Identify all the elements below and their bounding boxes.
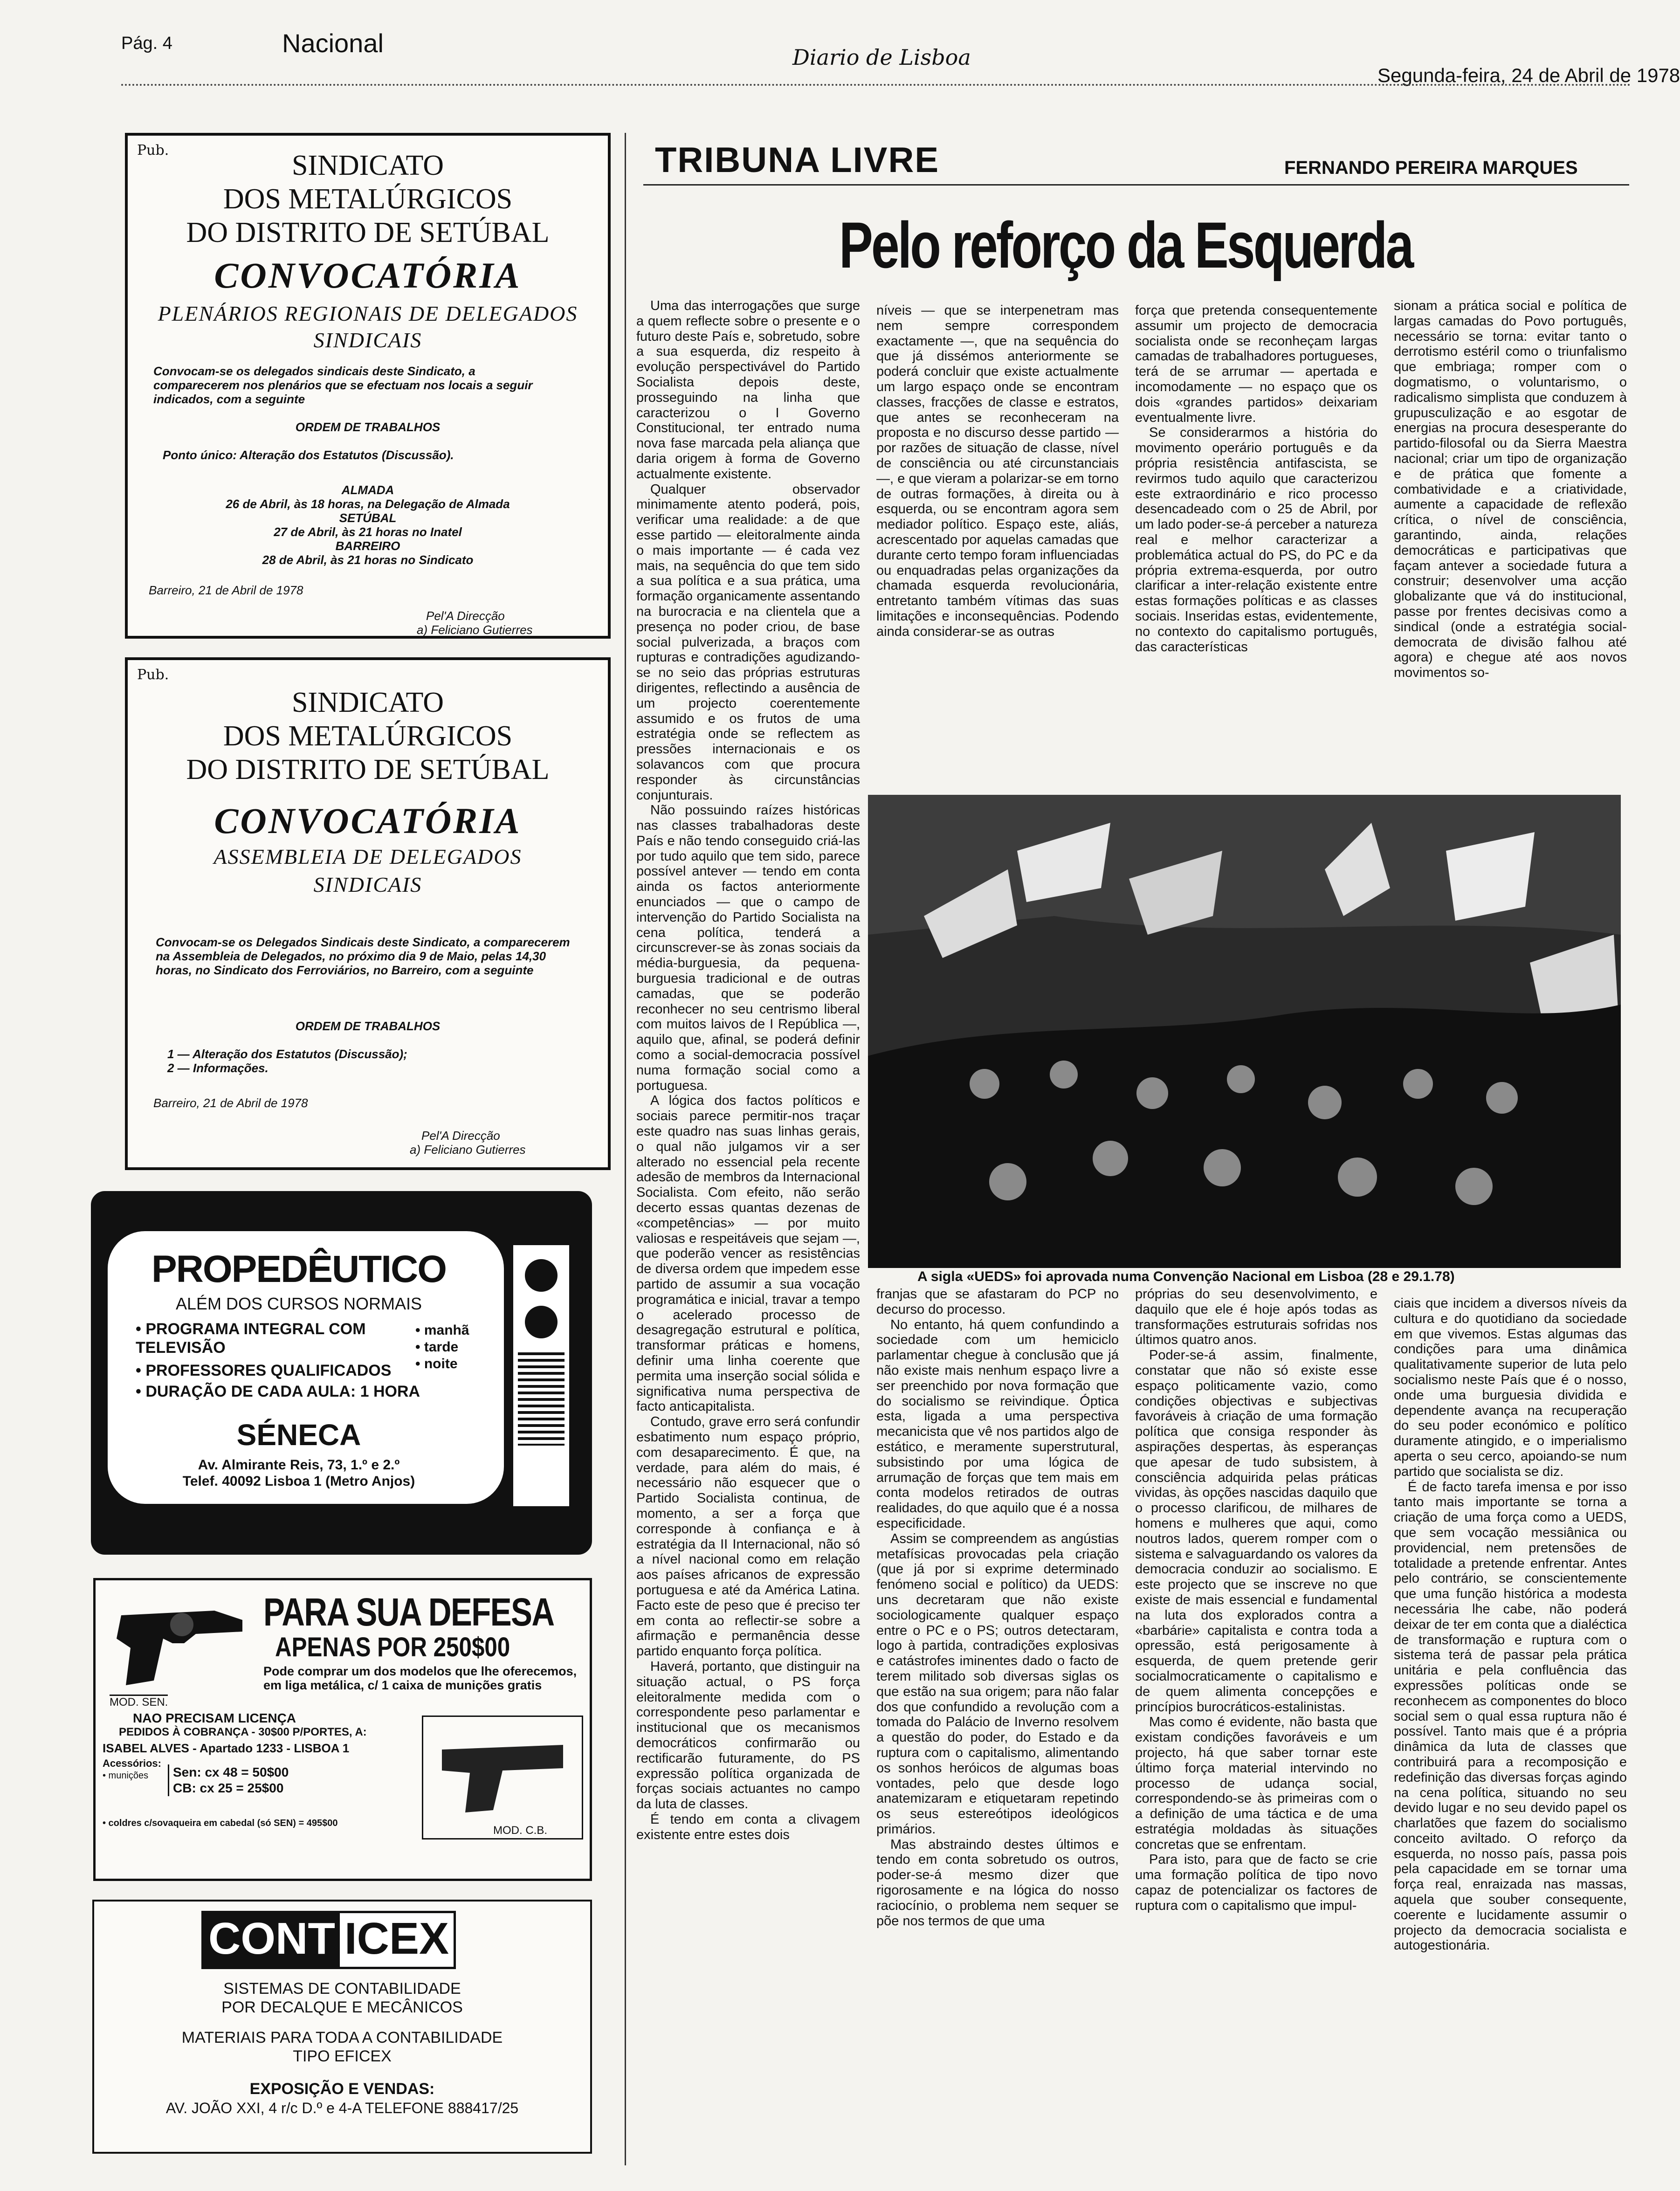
article-kicker: TRIBUNA LIVRE [655,140,940,180]
ad-price-headline: APENAS POR 250$00 [275,1632,510,1662]
ad-title: PROPEDÊUTICO [151,1248,447,1290]
ad-ordem-heading: ORDEM DE TRABALHOS [295,420,441,434]
ad-location-text: 28 de Abril, às 21 horas no Sindicato [262,553,474,567]
page-number: Pág. 4 [121,34,172,53]
kicker-rule [643,184,1629,186]
shift-item: • tarde [415,1339,459,1355]
ad-signature: Pel'A Direcção [421,1129,500,1143]
article-paragraph: Uma das interrogações que surge a quem reflecte sobre o presente e o futuro deste País e, sobretudo, sobre a sua esquerda, diz respeito à evolução perspectivável do Partido Socialista depois deste, prosseguindo na linha que caracterizou o I Governo Constitucional, ter entrado numa nova fase marcada pela aliança que daria origem à forma de Governo actualmente existente. [636,298,860,482]
shift-item: • manhã [415,1323,469,1338]
article-column-4-bottom [1394,1296,1627,2168]
ad-location-name: SETÚBAL [339,511,397,525]
article-paragraph: Se considerarmos a história do movimento operário português e da própria resistência antifascista, se revirmos tudo aquilo que caracterizou este extraordinário e rico processo desencadeado com o 25 de Abril, por um lado poder-se-á perceber a natureza real e melhor caracterizar a problemática actual do PS, do PC e da própria extrema-esquerda, por outro clarificar a inter-relação existente entre estas formações políticas e as classes sociais. Inseridas estas, evidentemente, no contexto do capitalismo português, das características [1135,425,1377,655]
ad-holster: • coldres c/sovaqueira em cabedal (só SEN) = 495$00 [103,1818,338,1828]
article-paragraph: Assim se compreendem as angústias metafísicas provocadas pela criação (que já por si exprime determinado fenómeno social e político) da UEDS: uns decretaram que não existe sociologicamente qualquer espaço entre o PC e o PS; outros detectaram, logo à partida, contradições explosivas e catástrofes iminentes dado o facto de terem militado sob diversas siglas os que estão na sua origem; para não falar dos que confundido a revolução com a tomada do Palácio de Inverno resolvem a questão do poder, do Estado e da ruptura com o capitalismo, alimentando os sonhos heróicos de algumas boas vontades, pelo que desde logo anatemizaram e etiquetaram repetindo os seus estereótipos ideológicos primários. [876,1531,1119,1837]
ad-title-line: SINDICATO [291,150,444,181]
bullet-text: DURAÇÃO DE CADA AULA: 1 HORA [145,1383,420,1400]
ad-line: EXPOSIÇÃO E VENDAS: [249,2080,435,2098]
ad-location-text: 26 de Abril, às 18 horas, na Delegação de Almada [226,497,510,511]
ad-title-line: DOS METALÚRGICOS [223,183,513,215]
tv-side-panel [513,1245,569,1506]
article-paragraph: Não possuindo raízes históricas nas classes trabalhadoras deste País e não tendo conseguido criá-las por tudo aquilo que tem sido, parece possível antever — tendo em conta ainda os factos anteriormente enunciados — que o campo de intervenção do Partido Socialista na cena política, tenderá a circunscrever-se às zonas sociais da média-burguesia, da pequena-burguesia tradicional e de outras camadas, que se poderão reconhecer no seu centrismo liberal com muitos laivos de I República —, aquilo que, afinal, se poderá definir como a social-democracia possível numa formação social como a portuguesa. [636,803,860,1093]
article-column-4-top [1394,298,1627,788]
model-label: MOD. C.B. [493,1824,548,1837]
ad-bullet: • PROGRAMA INTEGRAL COM TELEVISÃO [136,1320,366,1357]
ad-sindicato-plenarios [125,133,611,639]
ad-subtitle-line: ASSEMBLEIA DE DELEGADOS [213,845,522,868]
logo-part-b: ICEX [340,1913,454,1967]
ad-location-name: ALMADA [341,483,394,497]
ad-item: 2 — Informações. [167,1061,269,1075]
article-paragraph: No entanto, há quem confundindo a sociedade com um hemiciclo parlamentar chegue à conclusão que já não existe mais nenhum espaço livre a ser preenchido por nova formação que do socialismo se reivindique. Óptica esta, ligada a uma perspectiva mecanicista que vê nos partidos algo de estático, e meramente superstrutural, subsistindo por uma lógica de arrumação de forças que tem mais em conta modelos retirados de outras realidades, do que aquilo que é a nossa especificidade. [876,1317,1119,1531]
rally-photo [868,795,1621,1268]
bullet-text: PROFESSORES QUALIFICADOS [145,1362,392,1379]
ad-subtitle: ALÉM DOS CURSOS NORMAIS [175,1294,422,1313]
ad-sindicato-assembleia [125,657,611,1170]
ad-item: 1 — Alteração dos Estatutos (Discussão); [167,1047,407,1061]
ad-title-line: DOS METALÚRGICOS [223,720,513,752]
ad-accessories-munitions: • munições [103,1771,149,1781]
ad-convocatoria: CONVOCATÓRIA [214,255,522,296]
ad-ponto-unico: Ponto único: Alteração dos Estatutos (Discussão). [163,448,454,462]
ad-address: ISABEL ALVES - Apartado 1233 - LISBOA 1 [103,1741,350,1755]
article-title: Pelo reforço da Esquerda [839,208,1412,282]
header-rule [121,84,1632,86]
pistol-image [422,1716,583,1840]
ad-line: AV. JOÃO XXI, 4 r/c D.º e 4-A TELEFONE 888417/25 [165,2100,519,2116]
article-paragraph: ciais que incidem a diversos níveis da cultura e do quotidiano da sociedade em que vivemos. Estas algumas das condições para uma dinâmica qualitativamente superior de luta pelo socialismo neste País que é o nosso, onde uma burguesia dividida e dependente avança na recuperação do seu poder económico e político duramente atingido, e o imperialismo aperta o seu cerco, apoiando-se num partido que socialista se diz. [1394,1296,1627,1479]
article-paragraph: Mas abstraindo destes últimos e tendo em conta sobretudo os outros, poder-se-á mesmo dizer que rigorosamente e na lógica do nosso raciocínio, o problema nem sequer se põe nos termos de que uma [876,1837,1119,1929]
article-paragraph: força que pretenda consequentemente assumir um projecto de democracia socialista onde se reconheçam largas camadas de trabalhadores portugueses, terá de se arrumar — apertada e incomodamente — no espaço que os dois «grandes partidos» deixariam eventualmente livre. [1135,303,1377,425]
ad-propedeutico [91,1191,592,1555]
conticex-logo [201,1911,456,1969]
article-paragraph: próprias do seu desenvolvimento, e daquilo que ele é hoje após todas as transformações estruturais sofridas nos últimos quatro anos. [1135,1287,1377,1348]
ad-date: Barreiro, 21 de Abril de 1978 [149,583,303,597]
section-name: Nacional [282,28,384,58]
ad-bullet: • DURAÇÃO DE CADA AULA: 1 HORA [136,1383,420,1400]
ad-conticex [92,1900,592,2154]
ad-para-sua-defesa [93,1578,592,1881]
price-cb: CB: cx 25 = 25$00 [173,1781,284,1795]
column-rule [625,133,626,2165]
ad-subtitle-line: SINDICAIS [313,873,422,896]
ad-signature: a) Feliciano Gutierres [417,623,533,637]
model-label: MOD. SEN. [110,1695,168,1709]
ad-line: MATERIAIS PARA TODA A CONTABILIDADE [181,2029,503,2046]
ad-address: Av. Almirante Reis, 73, 1.º e 2.º [198,1457,400,1473]
article-paragraph: Contudo, grave erro será confundir esbatimento num espaço próprio, com desaparecimento. É que, na verdade, para além do mais, é necessário não esquecer que o Partido Socialista continua, de momento, a ser a força que corresponde à confiança e à estratégia da II Internacional, não só a nível nacional como em relação aos países africanos de expressão portuguesa e até da América Latina. Facto este de peso que é preciso ter em conta ao reflectir-se sobre a afirmação e permanência desse partido enquanto força política. [636,1414,860,1659]
article-paragraph: franjas que se afastaram do PCP no decurso do processo. [876,1287,1119,1317]
ad-bullet: • PROFESSORES QUALIFICADOS [136,1362,392,1379]
pub-label: Pub. [137,667,169,683]
article-paragraph: Mas como é evidente, não basta que existam condições favoráveis e um projecto, há que saber tornar este último força material intervindo no processo de udança social, correspondendo-se às primeiras com o a definição de uma táctica e de uma estratégia moldadas às situações concretas que se enfrentam. [1135,1715,1377,1852]
article-author: FERNANDO PEREIRA MARQUES [1284,158,1578,178]
article-column-3-top [1135,303,1377,788]
ad-intro-text: Convocam-se os delegados sindicais deste Sindicato, a comparecerem nos plenários que se efectuam nos locais a seguir indicados, com a seguinte [153,364,533,406]
ad-orders: PEDIDOS À COBRANÇA - 30$00 P/PORTES, A: [119,1726,367,1738]
ad-shifts [415,1322,469,1372]
ad-signature: Pel'A Direcção [426,609,505,623]
ad-accessories-label: Acessórios: [103,1757,161,1769]
ad-address: Telef. 40092 Lisboa 1 (Metro Anjos) [182,1474,415,1489]
ad-subtitle-line: SINDICAIS [313,328,422,352]
ad-convocatoria: CONVOCATÓRIA [214,800,522,841]
ad-location-text: 27 de Abril, às 21 horas no Inatel [274,525,462,539]
ad-date: Barreiro, 21 de Abril de 1978 [153,1096,308,1110]
article-paragraph: Haverá, portanto, que distinguir na situação actual, o PS força eleitoralmente medida com o correspondente peso parlamentar e institucional que os mecanismos democráticos confirmarão ou rectificarão futuramente, do PS expressão política organizada de forças sociais actuantes no campo da luta de classes. [636,1659,860,1812]
ad-location-name: BARREIRO [335,539,400,553]
shift-text: tarde [424,1339,459,1355]
article-column-2-top [876,303,1119,788]
price-sen: Sen: cx 48 = 50$00 [173,1765,289,1779]
ad-title-line: SINDICATO [291,687,444,718]
ad-licence: NAO PRECISAM LICENÇA [133,1711,296,1725]
revolver-image [103,1587,256,1695]
ad-title-line: DO DISTRITO DE SETÚBAL [186,754,550,785]
ad-subtitle-line: PLENÁRIOS REGIONAIS DE DELEGADOS [158,302,578,325]
masthead-logo: Diario de Lisboa [792,45,971,70]
article-paragraph: níveis — que se interpenetram mas nem sempre correspondem exactamente —, que na sequência do que já dissémos anteriormente se poderá concluir que existe actualmente um largo espaço onde se encontram classes, fracções de classe e estratos, que antes se reconheceram na proposta e no discurso desse partido — por razões de situação de classe, nível de consciência ou até circunstanciais —, e que vieram a polarizar-se em torno de outras formações, à direita ou à esquerda, ou se encontram agora sem mediador político. Espaço este, aliás, acrescentado por aquelas camadas que durante certo tempo foram influenciadas ou enquadradas pelas organizações da chamada esquerda revolucionária, entretanto também vítimas das suas limitações e inconsequências. Podendo ainda considerar-se as outras [876,303,1119,639]
pub-label: Pub. [137,142,169,158]
ad-signature: a) Feliciano Gutierres [410,1143,526,1157]
article-paragraph: A lógica dos factos políticos e sociais parece permitir-nos traçar este quadro nas suas linhas gerais, o qual não julgamos vir a ser alterado no essencial pela recente adesão de membros da Internacional Socialista. Com efeito, não serão decerto essas quantas dezenas de «competências» — por muito valiosas e respeitáveis que sejam —, que poderão vencer as resistências de diversa ordem que impedem esse partido de assumir a sua vocação programática e inicial, travar a tempo o acelerado processo de desagregação estrutural e política, transformar práticas e homens, definir uma linha coerente que permita uma inserção social sólida e significativa numa perspectiva de facto anticapitalista. [636,1093,860,1414]
article-column-3-bottom [1135,1287,1377,2168]
article-paragraph: É de facto tarefa imensa e por isso tanto mais importante se torna a criação de uma força como a UEDS, que sem vocação messiânica ou providencial, nem pretensões de totalidade a pretende enfrentar. Antes pelo contrário, se conscientemente que uma função histórica a modesta necessária lhe cabe, não poderá deixar de ter em conta que a dialéctica de transformação e ruptura com o sistema terá de passar pela prática unitária e pela confluência das expressões políticas onde se reconhecem as componentes do bloco social sem o qual essa ruptura não é possível. Tanto mais que é a própria dinâmica da luta de classes que contribuirá para a recomposição e redefinição das diversas forças agindo na cena política, situando no seu devido lugar e no seu devido papel os charlatões que fazem do socialismo conceito aviltado. O reforço da esquerda, no nosso país, passa pois pela capacidade em se tornar uma força real, enraizada nas massas, aquela que souber consequente, coerente e lucidamente assumir o projecto da democracia socialista e autogestionária. [1394,1479,1627,1953]
ad-ordem-heading: ORDEM DE TRABALHOS [295,1019,441,1033]
shift-text: noite [424,1356,458,1371]
shift-item: • noite [415,1356,458,1371]
ad-prices [168,1764,289,1796]
article-column-1 [636,298,860,2158]
article-paragraph: Para isto, para que de facto se crie uma formação política de tipo novo capaz de potencializar os factores de ruptura com o capitalismo que impul- [1135,1852,1377,1913]
article-column-2-bottom [876,1287,1119,2168]
ad-offer: Pode comprar um dos modelos que lhe oferecemos, em liga metálica, c/ 1 caixa de munições gratis [263,1664,577,1692]
article-paragraph: É tendo em conta a clivagem existente entre estes dois [636,1812,860,1842]
shift-text: manhã [424,1323,469,1338]
ad-school-name: SÉNECA [236,1418,361,1452]
issue-date: Segunda-feira, 24 de Abril de 1978 [1377,64,1680,86]
logo-part-a: CONT [204,1913,340,1967]
ad-line: SISTEMAS DE CONTABILIDADE [223,1980,461,1998]
ad-headline: PARA SUA DEFESA [263,1590,554,1634]
ad-title-line: DO DISTRITO DE SETÚBAL [186,217,550,248]
ad-line: POR DECALQUE E MECÂNICOS [221,1998,463,2016]
article-paragraph: sionam a prática social e política de largas camadas do Povo português, necessário se torna: evitar tanto o derrotismo estéril como o triunfalismo que embriaga; romper com o dogmatismo, o voluntarismo, o radicalismo simplista que conduzem à grupusculização e ao esgotar de energias na procura desesperante do partido-filosofal ou da Sierra Maestra nacional; criar um tipo de organização e de prática que fomente a combatividade e a criatividade, aumente a capacidade de reflexão crítica, o nível de consciência, garantindo, ainda, relações democráticas e participativas que façam antever a sociedade futura a construir; desenvolver uma acção globalizante que vá do institucional, passe por frentes decisivas como a sindical (onde a estratégia social-democrata de divisão falhou até agora) e chegue até aos novos movimentos so- [1394,298,1627,681]
article-paragraph: Qualquer observador minimamente atento poderá, pois, verificar uma realidade: a de que esse partido — eleitoralmente ainda o mais importante — é cada vez mais, na sequência do que tem sido a sua política e a sua prática, uma formação organicamente assentando na burocracia e na clientela que a presença no poder criou, de base social pulverizada, a braços com rupturas e contradições agudizando-se no seio das próprias estruturas dirigentes, reflectindo a ausência de um projecto coerentemente assumido e os frutos de uma estratégia onde se reflectem as pressões internacionais e os solavancos com que procura responder às circunstâncias conjunturais. [636,482,860,803]
ad-line: TIPO EFICEX [293,2047,392,2065]
bullet-text: PROGRAMA INTEGRAL COM TELEVISÃO [136,1320,366,1357]
article-paragraph: Poder-se-á assim, finalmente, constatar que não só existe esse espaço politicamente vazio, como condições objectivas e subjectivas favoráveis à criação de uma formação política que consiga responder às aspirações despertas, às esperanças que apesar de tudo subsistem, à consciência adquirida pelas práticas vividas, às opções nascidas daquilo que o processo clarificou, de milhares de homens e mulheres que aqui, como noutros lados, querem romper com o sistema e salvaguardando os valores da democracia conduzir ao socialismo. E este projecto que se inscreve no que existe de mais essencial e fundamental na luta dos explorados contra a «barbárie» capitalista e contra toda a opressão, está perigosamente à esquerda, de quem pretende gerir socialmocraticamente o capitalismo e de quem alimenta concepções e princípios burocráticos-estalinistas. [1135,1348,1377,1715]
ad-intro-text: Convocam-se os Delegados Sindicais deste Sindicato, a comparecerem na Assembleia de Delegados, no próximo dia 9 de Maio, pelas 14,30 horas, no Sindicato dos Ferroviários, no Barreiro, com a seguinte [156,935,570,977]
photo-caption: A sigla «UEDS» foi aprovada numa Convenção Nacional em Lisboa (28 e 29.1.78) [917,1269,1455,1284]
